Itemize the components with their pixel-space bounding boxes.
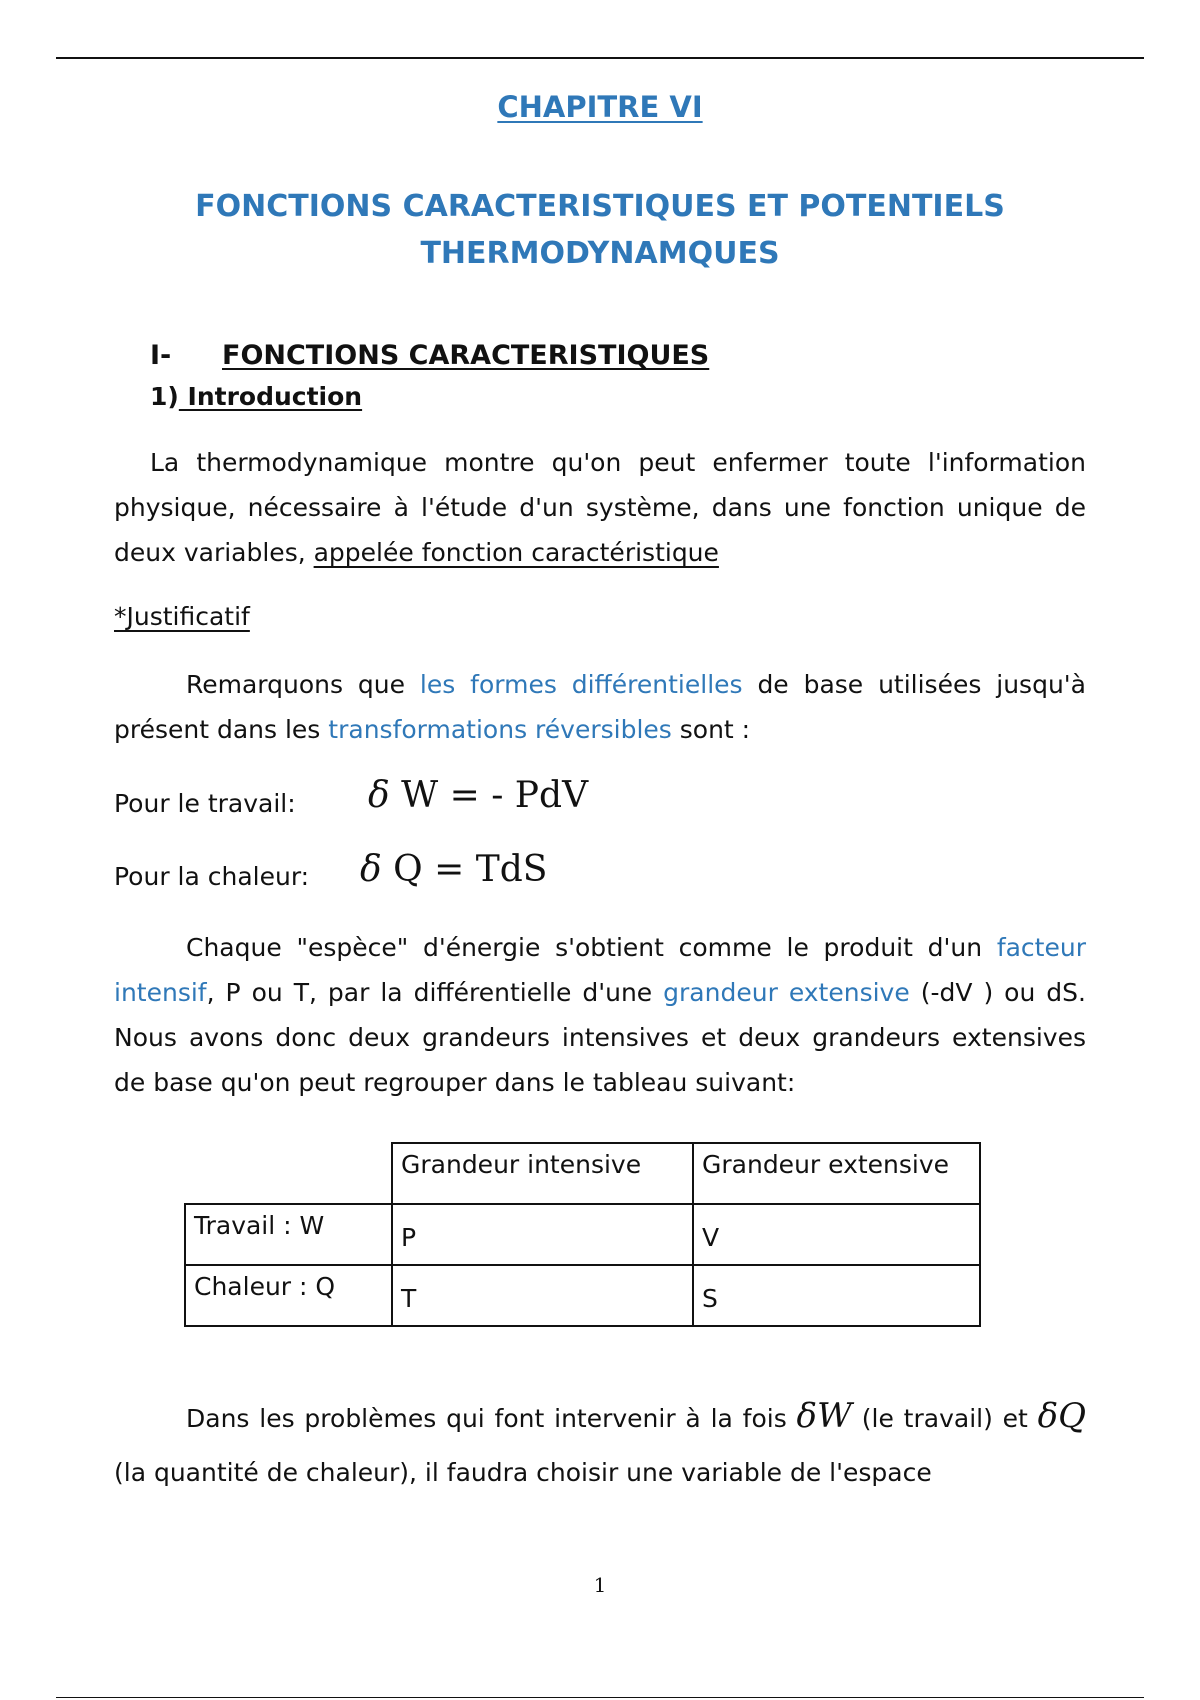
table-header-row [185,1143,980,1204]
table-row-label: Chaleur : Q [185,1265,392,1326]
section-label: FONCTIONS CARACTERISTIQUES [222,340,710,371]
page-title [0,183,1200,277]
work-equation: δ W = - PdV [368,775,589,816]
paragraph-energy-species: Chaque "espèce" d'énergie s'obtient comme le produit d'un facteur intensif, P ou T, par la différentielle d'une grandeur extensive (-dV ) ou dS. Nous avons donc deux grandeurs intensives et deux grandeurs extensives de base qu'on peut regrouper dans le tableau suivant: [114,933,1086,1097]
definition-underline: appelée fonction caractéristique [313,538,719,567]
table-row [185,1265,980,1326]
table-cell: P [392,1204,693,1265]
table-cell: T [392,1265,693,1326]
intro-paragraph: La thermodynamique montre qu'on peut enfermer toute l'information physique, nécessaire à l'étude d'un système, dans une fonction unique de deux variables, appelée fonction caractéristique [114,448,1086,567]
highlight-reversible-transformations: transformations réversibles [328,715,672,744]
math-delta-w: δW [796,1396,852,1436]
page-number: 1 [593,1573,607,1597]
heat-equation: δ Q = TdS [360,849,548,890]
highlight-differential-forms: les formes différentielles [419,670,743,699]
table-header-intensive: Grandeur intensive [392,1143,693,1204]
title-line-1: FONCTIONS CARACTERISTIQUES ET POTENTIELS [195,189,1005,224]
table-row-label: Travail : W [185,1204,392,1265]
work-label: Pour le travail: [114,789,296,818]
table-corner-cell [185,1143,392,1204]
subsection-heading [150,382,362,411]
highlight-extensive-quantity: grandeur extensive [663,978,910,1007]
heat-label: Pour la chaleur: [114,862,310,891]
top-rule [56,57,1144,59]
subsection-label: Introduction [178,382,363,411]
paragraph-differential-forms: Remarquons que les formes différentielles de base utilisées jusqu'à présent dans les transformations réversibles sont : [114,670,1086,744]
justificatif-heading: *Justificatif [114,602,250,631]
table-cell: S [693,1265,980,1326]
title-line-2: THERMODYNAMQUES [420,236,780,271]
table-cell: V [693,1204,980,1265]
paragraph-problems: Dans les problèmes qui font intervenir à la fois δW (le travail) et δQ (la quantité de chaleur), il faudra choisir une variable de l'espace [114,1396,1086,1487]
subsection-number: 1) [150,382,179,411]
math-delta-q: δQ [1037,1396,1086,1436]
section-number: I- [150,340,172,371]
table-row [185,1204,980,1265]
highlight-intensive-factor: facteur intensif [114,933,1086,1007]
section-heading [150,340,709,371]
table-header-extensive: Grandeur extensive [693,1143,980,1204]
quantities-table [184,1142,981,1327]
bottom-rule [56,1697,1144,1698]
chapter-heading: CHAPITRE VI [497,90,703,124]
